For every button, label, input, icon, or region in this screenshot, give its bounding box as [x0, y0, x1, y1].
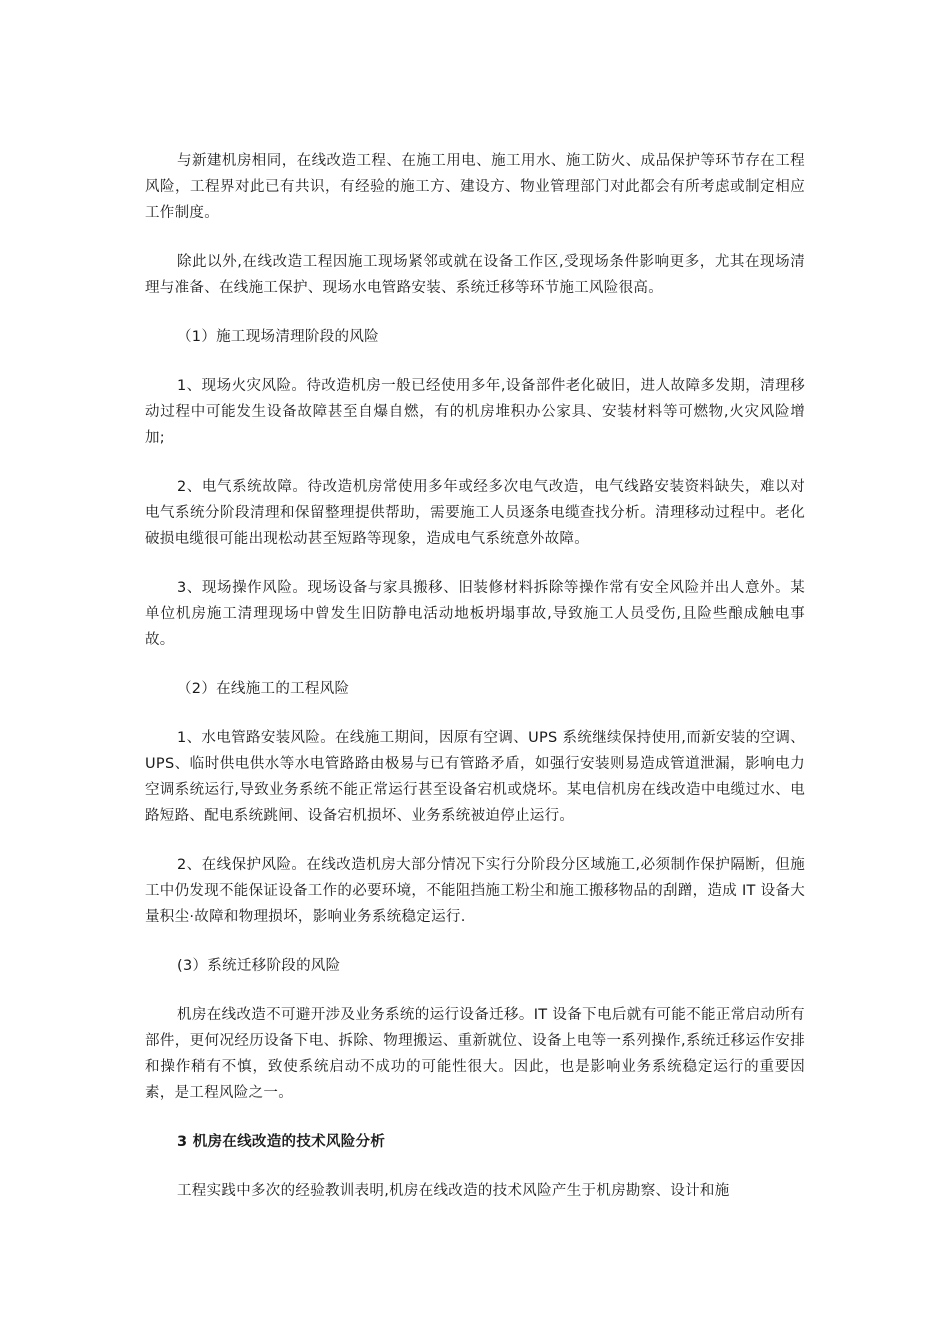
document-body [145, 148, 805, 1227]
paragraph-operation-risk: 3、现场操作风险。现场设备与家具搬移、旧装修材料拆除等操作常有安全风险并出人意外。某单位机房施工清理现场中曾发生旧防静电活动地板坍塌事故,导致施工人员受伤,且险些酿成触电事故。 [145, 580, 805, 648]
section-heading-site-clearing: （1）施工现场清理阶段的风险 [177, 329, 379, 345]
paragraph-technical-risk-intro: 工程实践中多次的经验教训表明,机房在线改造的技术风险产生于机房勘察、设计和施 [177, 1183, 730, 1199]
paragraph-intro: 与新建机房相同，在线改造工程、在施工用电、施工用水、施工防火、成品保护等环节存在工程风险，工程界对此已有共识，有经验的施工方、建设方、物业管理部门对此都会有所考虑或制定相应工作制度。 [145, 153, 805, 221]
paragraph-pipeline-risk: 1、水电管路安装风险。在线施工期间，因原有空调、UPS 系统继续保持使用,而新安装的空调、UPS、临时供电供水等水电管路路由极易与已有管路矛盾，如强行安装则易造成管道泄漏，影响电力空调系统运行,导致业务系统不能正常运行甚至设备宕机或烧坏。某电信机房在线改造中电缆过水、电路短路、配电系统跳闸、设备宕机损坏、业务系统被迫停止运行。 [145, 730, 805, 824]
paragraph-additional-risks: 除此以外,在线改造工程因施工现场紧邻或就在设备工作区,受现场条件影响更多，尤其在现场清理与准备、在线施工保护、现场水电管路安装、系统迁移等环节施工风险很高。 [145, 254, 805, 296]
section-heading-system-migration: (3）系统迁移阶段的风险 [177, 958, 341, 974]
paragraph-migration-risk: 机房在线改造不可避开涉及业务系统的运行设备迁移。IT 设备下电后就有可能不能正常启动所有部件，更何况经历设备下电、拆除、物理搬运、重新就位、设备上电等一系列操作,系统迁移运作安排和操作稍有不慎，致使系统启动不成功的可能性很大。因此，也是影响业务系统稳定运行的重要因素，是工程风险之一。 [145, 1007, 805, 1101]
section-heading-technical-risk: 3 机房在线改造的技术风险分析 [177, 1134, 386, 1150]
paragraph-protection-risk: 2、在线保护风险。在线改造机房大部分情况下实行分阶段分区域施工,必须制作保护隔断，但施工中仍发现不能保证设备工作的必要环境，不能阻挡施工粉尘和施工搬移物品的刮蹭，造成 IT 设备大量积尘·故障和物理损坏，影响业务系统稳定运行. [145, 857, 805, 925]
paragraph-electrical-fault: 2、电气系统故障。待改造机房常使用多年或经多次电气改造，电气线路安装资料缺失，难以对电气系统分阶段清理和保留整理提供帮助，需要施工人员逐条电缆查找分析。清理移动过程中。老化破损电缆很可能出现松动甚至短路等现象，造成电气系统意外故障。 [145, 479, 805, 547]
paragraph-fire-risk: 1、现场火灾风险。待改造机房一般已经使用多年,设备部件老化破旧，进人故障多发期，清理移动过程中可能发生设备故障甚至自爆自燃，有的机房堆积办公家具、安装材料等可燃物,火灾风险增加; [145, 378, 805, 446]
section-heading-online-construction: （2）在线施工的工程风险 [177, 681, 350, 697]
